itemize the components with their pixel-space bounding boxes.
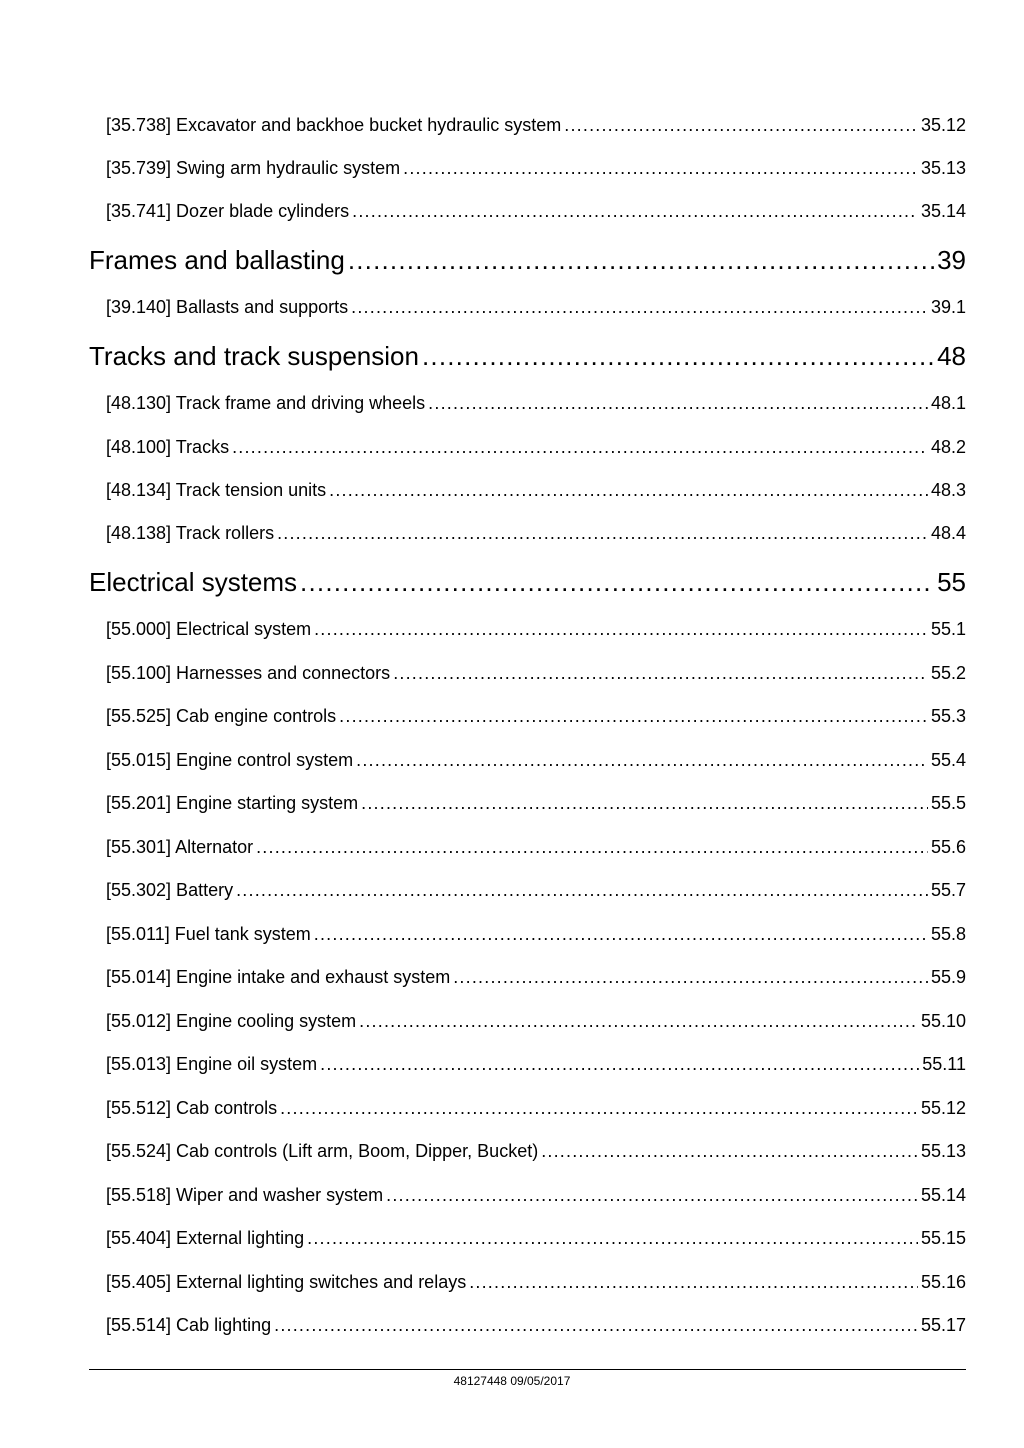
toc-entry[interactable] xyxy=(106,965,966,989)
toc-section[interactable] xyxy=(89,566,966,598)
dot-leader xyxy=(339,704,928,728)
dot-leader xyxy=(422,340,934,372)
toc-section-label: Electrical systems xyxy=(89,567,298,597)
toc-entry-label: [39.140] Ballasts and supports xyxy=(106,297,349,317)
toc-entry-label: [55.302] Battery xyxy=(106,880,234,900)
toc-entry-label: [55.514] Cab lighting xyxy=(106,1315,272,1335)
dot-leader xyxy=(386,1183,918,1207)
toc-entry[interactable] xyxy=(106,878,966,902)
toc-entry-label: [55.100] Harnesses and connectors xyxy=(106,663,391,683)
dot-leader xyxy=(564,113,918,137)
toc-entry[interactable] xyxy=(106,922,966,946)
dot-leader xyxy=(307,1226,918,1250)
toc-entry-label: [35.739] Swing arm hydraulic system xyxy=(106,158,401,178)
toc-entry-label: [35.741] Dozer blade cylinders xyxy=(106,201,350,221)
toc-entry-page: 48.2 xyxy=(930,437,966,457)
toc-entry-label: [55.201] Engine starting system xyxy=(106,793,359,813)
footer-rule xyxy=(89,1369,966,1370)
toc-entry-label: [55.405] External lighting switches and relays xyxy=(106,1272,467,1292)
toc-entry-page: 55.2 xyxy=(930,663,966,683)
toc-entry[interactable] xyxy=(106,295,966,319)
dot-leader xyxy=(314,922,928,946)
toc-entry-label: [55.524] Cab controls (Lift arm, Boom, Dipper, Bucket) xyxy=(106,1141,539,1161)
toc-entry-page: 55.12 xyxy=(920,1098,966,1118)
toc-entry[interactable] xyxy=(106,1313,966,1337)
dot-leader xyxy=(300,566,934,598)
toc-entry-label: [48.138] Track rollers xyxy=(106,523,275,543)
toc-entry[interactable] xyxy=(106,1052,966,1076)
toc-entry-page: 55.9 xyxy=(930,967,966,987)
toc-entry[interactable] xyxy=(106,1096,966,1120)
dot-leader xyxy=(320,1052,919,1076)
toc-entry[interactable] xyxy=(106,791,966,815)
toc-entry-page: 55.13 xyxy=(920,1141,966,1161)
toc-entry-page: 55.15 xyxy=(920,1228,966,1248)
dot-leader xyxy=(232,435,928,459)
toc-entry-page: 55.5 xyxy=(930,793,966,813)
toc-entry-page: 55.6 xyxy=(930,837,966,857)
toc-entry[interactable] xyxy=(106,661,966,685)
toc-entry-label: [55.518] Wiper and washer system xyxy=(106,1185,384,1205)
toc-entry-label: [48.130] Track frame and driving wheels xyxy=(106,393,426,413)
footer-document-code: 48127448 09/05/2017 xyxy=(453,1374,571,1388)
toc-entry[interactable] xyxy=(106,521,966,545)
dot-leader xyxy=(356,748,928,772)
toc-entry-label: [55.525] Cab engine controls xyxy=(106,706,337,726)
toc-entry-page: 39.1 xyxy=(930,297,966,317)
toc-entry-label: [48.134] Track tension units xyxy=(106,480,327,500)
toc-section-label: Tracks and track suspension xyxy=(89,341,419,371)
toc-entry-page: 55.17 xyxy=(920,1315,966,1335)
toc-entry-page: 55.16 xyxy=(920,1272,966,1292)
toc-entry-page: 48.3 xyxy=(930,480,966,500)
toc-section-page: 48 xyxy=(937,341,966,371)
dot-leader xyxy=(361,791,928,815)
toc-entry[interactable] xyxy=(106,1139,966,1163)
toc-section-label: Frames and ballasting xyxy=(89,245,345,275)
dot-leader xyxy=(428,391,928,415)
toc-entry-label: [55.012] Engine cooling system xyxy=(106,1011,357,1031)
dot-leader xyxy=(274,1313,918,1337)
toc-entry[interactable] xyxy=(106,1226,966,1250)
dot-leader xyxy=(348,244,934,276)
dot-leader xyxy=(359,1009,918,1033)
toc-entry-label: [55.512] Cab controls xyxy=(106,1098,278,1118)
toc-entry[interactable] xyxy=(106,748,966,772)
toc-entry[interactable] xyxy=(106,704,966,728)
dot-leader xyxy=(236,878,928,902)
dot-leader xyxy=(469,1270,918,1294)
toc-entry-page: 55.1 xyxy=(930,619,966,639)
toc-entry-label: [55.011] Fuel tank system xyxy=(106,924,311,944)
toc-entry-label: [55.013] Engine oil system xyxy=(106,1054,318,1074)
dot-leader xyxy=(453,965,928,989)
toc-section-page: 39 xyxy=(937,245,966,275)
toc-entry[interactable] xyxy=(106,1009,966,1033)
toc-entry[interactable] xyxy=(106,435,966,459)
toc-entry[interactable] xyxy=(106,391,966,415)
dot-leader xyxy=(352,199,918,223)
toc-entry-page: 55.10 xyxy=(920,1011,966,1031)
dot-leader xyxy=(403,156,918,180)
toc-entry-label: [35.738] Excavator and backhoe bucket hydraulic system xyxy=(106,115,562,135)
toc-entry[interactable] xyxy=(106,156,966,180)
dot-leader xyxy=(541,1139,918,1163)
toc-entry-label: [55.014] Engine intake and exhaust system xyxy=(106,967,451,987)
dot-leader xyxy=(329,478,928,502)
toc-entry-page: 55.3 xyxy=(930,706,966,726)
toc-entry[interactable] xyxy=(106,1183,966,1207)
dot-leader xyxy=(256,835,928,859)
toc-entry-label: [55.404] External lighting xyxy=(106,1228,305,1248)
toc-entry[interactable] xyxy=(106,199,966,223)
toc-entry-page: 35.13 xyxy=(920,158,966,178)
dot-leader xyxy=(314,617,928,641)
toc-entry[interactable] xyxy=(106,617,966,641)
dot-leader xyxy=(351,295,928,319)
toc-entry[interactable] xyxy=(106,1270,966,1294)
toc-entry-label: [55.000] Electrical system xyxy=(106,619,312,639)
toc-entry-label: [55.015] Engine control system xyxy=(106,750,354,770)
toc-entry[interactable] xyxy=(106,113,966,137)
toc-entry[interactable] xyxy=(106,835,966,859)
toc-section[interactable] xyxy=(89,340,966,372)
toc-entry-page: 55.7 xyxy=(930,880,966,900)
toc-entry-page: 35.12 xyxy=(920,115,966,135)
toc-entry-label: [55.301] Alternator xyxy=(106,837,254,857)
toc-entry[interactable] xyxy=(106,478,966,502)
toc-entry-page: 55.14 xyxy=(920,1185,966,1205)
toc-entry-page: 35.14 xyxy=(920,201,966,221)
toc-entry-page: 55.4 xyxy=(930,750,966,770)
toc-entry-label: [48.100] Tracks xyxy=(106,437,230,457)
toc-entry-page: 55.8 xyxy=(930,924,966,944)
dot-leader xyxy=(277,521,928,545)
toc-entry-page: 48.4 xyxy=(930,523,966,543)
toc-entry-page: 48.1 xyxy=(930,393,966,413)
toc-section[interactable] xyxy=(89,244,966,276)
toc-section-page: 55 xyxy=(937,567,966,597)
toc-entry-page: 55.11 xyxy=(922,1054,966,1074)
dot-leader xyxy=(393,661,928,685)
dot-leader xyxy=(280,1096,918,1120)
